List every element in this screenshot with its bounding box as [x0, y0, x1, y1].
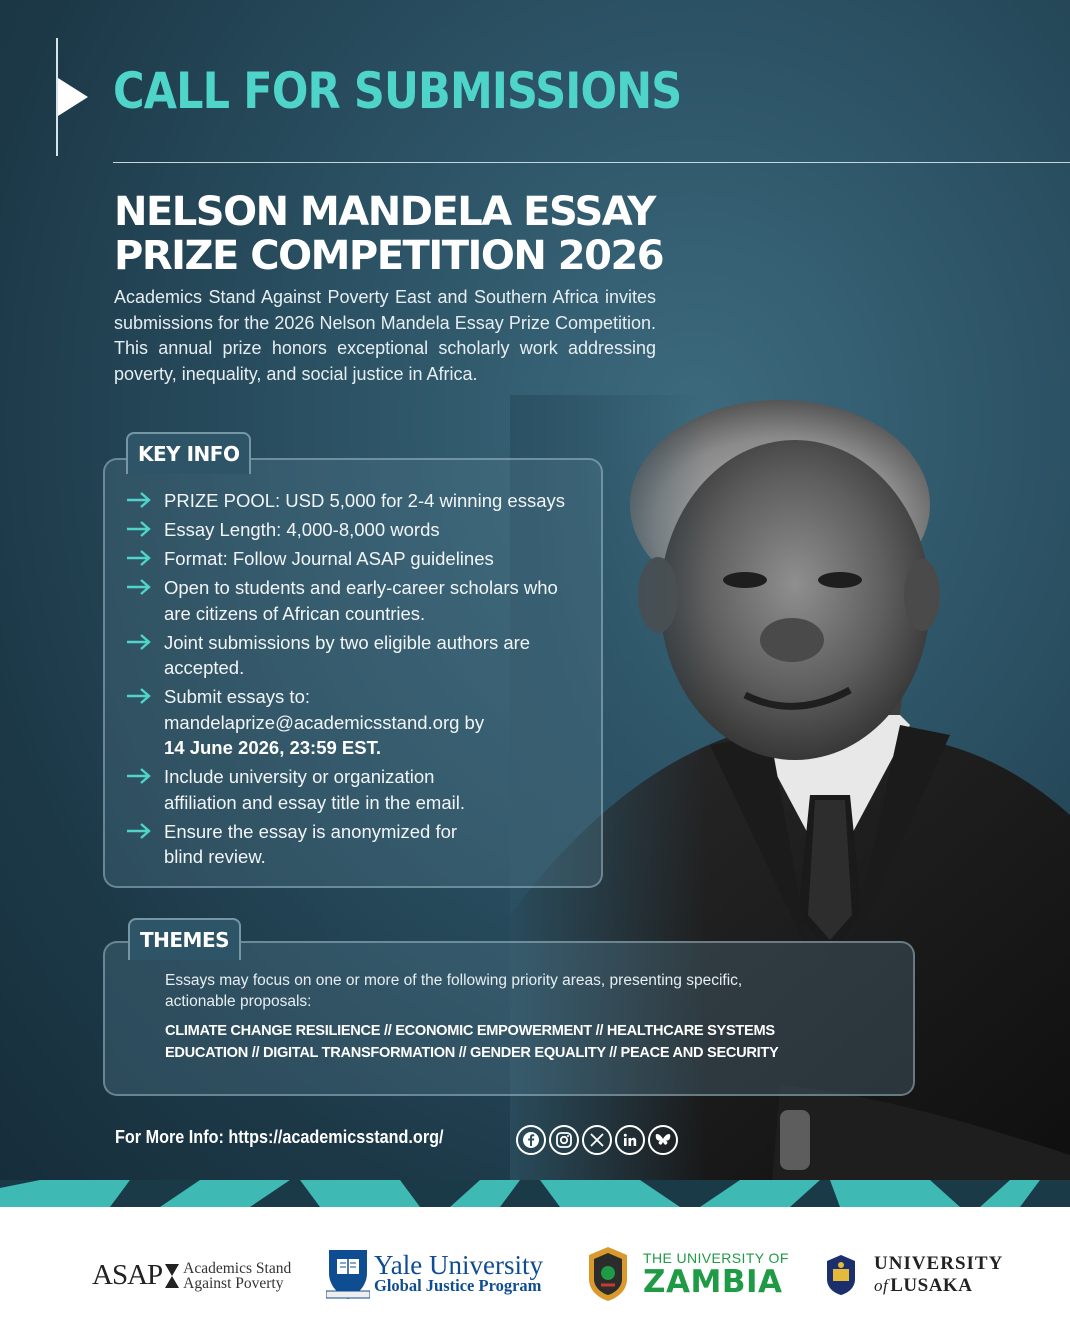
title-line-2: PRIZE COMPETITION 2026: [114, 233, 664, 279]
themes-panel: [103, 941, 915, 1096]
deadline-text: 14 June 2026, 23:59 EST.: [164, 737, 381, 758]
more-info-link[interactable]: For More Info: https://academicsstand.org/: [115, 1127, 444, 1147]
horizontal-divider: [113, 162, 1070, 163]
unilu-crest-icon: [824, 1253, 858, 1297]
key-info-list: [126, 488, 596, 873]
list-item: Ensure the essay is anonymized for blind review.: [126, 819, 596, 870]
arrow-right-icon: [126, 687, 152, 705]
arrow-right-icon: [126, 822, 152, 840]
list-item: Include university or organization affiliation and essay title in the email.: [126, 764, 596, 815]
call-for-submissions-heading: CALL FOR SUBMISSIONS: [113, 62, 682, 120]
themes-intro: Essays may focus on one or more of the following priority areas, presenting specific, actionable proposals:: [165, 972, 743, 1010]
page-title: [114, 190, 714, 278]
partner-logos-footer: [0, 1207, 1070, 1337]
themes-line-2: EDUCATION // DIGITAL TRANSFORMATION // GENDER EQUALITY // PEACE AND SECURITY: [165, 1045, 779, 1061]
title-line-1: NELSON MANDELA ESSAY: [114, 189, 655, 235]
asap-logo: ASAP Academics Stand Against Poverty: [92, 1259, 292, 1292]
themes-list: [165, 1020, 885, 1064]
key-info-tab: KEY INFO: [126, 432, 251, 474]
arrow-right-icon: [126, 491, 152, 509]
intro-paragraph: Academics Stand Against Poverty East and Southern Africa invites submissions for the 2026 Nelson Mandela Essay Prize Competition. This annual prize honors exceptional scholarly work addressing poverty, inequality, and social justice in Africa.: [114, 287, 656, 384]
list-item: Open to students and early-career scholars who are citizens of African countries.: [126, 575, 596, 626]
list-item: Submit essays to: mandelaprize@academicsstand.org by 14 June 2026, 23:59 EST.: [126, 684, 596, 761]
list-item: Joint submissions by two eligible authors are accepted.: [126, 630, 596, 681]
yale-logo: Yale University Global Justice Program: [326, 1247, 543, 1301]
arrow-right-icon: [126, 520, 152, 538]
yale-shield-icon: [326, 1247, 370, 1301]
decorative-band: [0, 1180, 1070, 1207]
themes-tab: THEMES: [128, 918, 241, 960]
linkedin-icon[interactable]: [615, 1125, 645, 1155]
unza-crest-icon: [585, 1245, 631, 1303]
list-item: PRIZE POOL: USD 5,000 for 2-4 winning essays: [126, 488, 596, 514]
instagram-icon[interactable]: [549, 1125, 579, 1155]
social-links: [516, 1125, 678, 1155]
themes-line-1: CLIMATE CHANGE RESILIENCE // ECONOMIC EMPOWERMENT // HEALTHCARE SYSTEMS: [165, 1023, 775, 1039]
bluesky-icon[interactable]: [648, 1125, 678, 1155]
arrow-right-icon: [126, 767, 152, 785]
unza-logo: THE UNIVERSITY OF ZAMBIA: [585, 1245, 789, 1303]
unilu-logo: UNIVERSITY of LUSAKA: [824, 1253, 1003, 1297]
arrow-right-icon: [126, 549, 152, 567]
arrow-right-icon: [126, 578, 152, 596]
x-icon[interactable]: [582, 1125, 612, 1155]
hourglass-icon: [164, 1263, 180, 1289]
facebook-icon[interactable]: [516, 1125, 546, 1155]
play-triangle-icon: [58, 78, 88, 116]
arrow-right-icon: [126, 633, 152, 651]
list-item: Essay Length: 4,000-8,000 words: [126, 517, 596, 543]
list-item: Format: Follow Journal ASAP guidelines: [126, 546, 596, 572]
